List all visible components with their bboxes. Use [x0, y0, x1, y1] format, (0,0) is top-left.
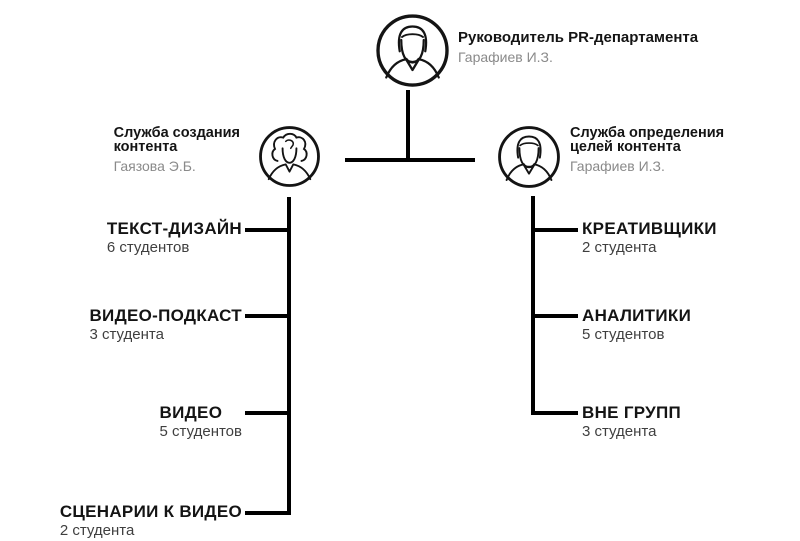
root-node [458, 30, 698, 65]
branch-left-name: Гаязова Э.Б. [113, 158, 196, 174]
connector-tick [245, 314, 290, 318]
group-count: 3 студента [582, 423, 657, 440]
connector-branch-bar [345, 158, 475, 162]
group-label: СЦЕНАРИИ К ВИДЕО [59, 502, 242, 521]
group-count: 5 студентов [159, 423, 242, 440]
branch-left-title-line1: Служба создания [113, 125, 240, 141]
group-item [160, 403, 242, 441]
group-label: ВИДЕО-ПОДКАСТ [89, 306, 242, 325]
person-male-icon [497, 125, 561, 189]
connector-root-stem [406, 90, 410, 161]
group-label: ВНЕ ГРУПП [582, 403, 682, 422]
connector-tick [533, 411, 578, 415]
group-label: АНАЛИТИКИ [582, 306, 692, 325]
connector-tick [533, 228, 578, 232]
branch-right-node [570, 126, 724, 174]
group-count: 2 студента [59, 522, 135, 539]
branch-left-node [114, 126, 240, 174]
group-count: 5 студентов [582, 326, 665, 343]
group-item [582, 403, 681, 441]
root-node-title: Руководитель PR-департамента [458, 29, 699, 46]
connector-tick [245, 511, 290, 515]
group-item [89, 306, 242, 344]
connector-tick [533, 314, 578, 318]
branch-right-name: Гарафиев И.З. [570, 158, 665, 174]
person-female-icon [258, 125, 321, 188]
group-item [582, 219, 717, 257]
group-item [582, 306, 691, 344]
group-count: 6 студентов [106, 239, 190, 256]
connector-left-spine [287, 197, 291, 515]
branch-left-title-line2: контента [113, 139, 178, 155]
group-item [60, 502, 242, 540]
group-count: 2 студента [582, 239, 657, 256]
group-count: 3 студента [89, 326, 164, 343]
connector-tick [245, 411, 290, 415]
person-male-icon [375, 13, 450, 88]
group-label: ТЕКСТ-ДИЗАЙН [106, 219, 242, 238]
group-label: ВИДЕО [159, 403, 223, 422]
connector-tick [245, 228, 290, 232]
branch-right-title-line1: Служба определения [570, 125, 725, 141]
group-label: КРЕАТИВЩИКИ [582, 219, 717, 238]
group-item [107, 219, 242, 257]
root-node-name: Гарафиев И.З. [458, 49, 553, 65]
branch-right-title-line2: целей контента [570, 139, 681, 155]
